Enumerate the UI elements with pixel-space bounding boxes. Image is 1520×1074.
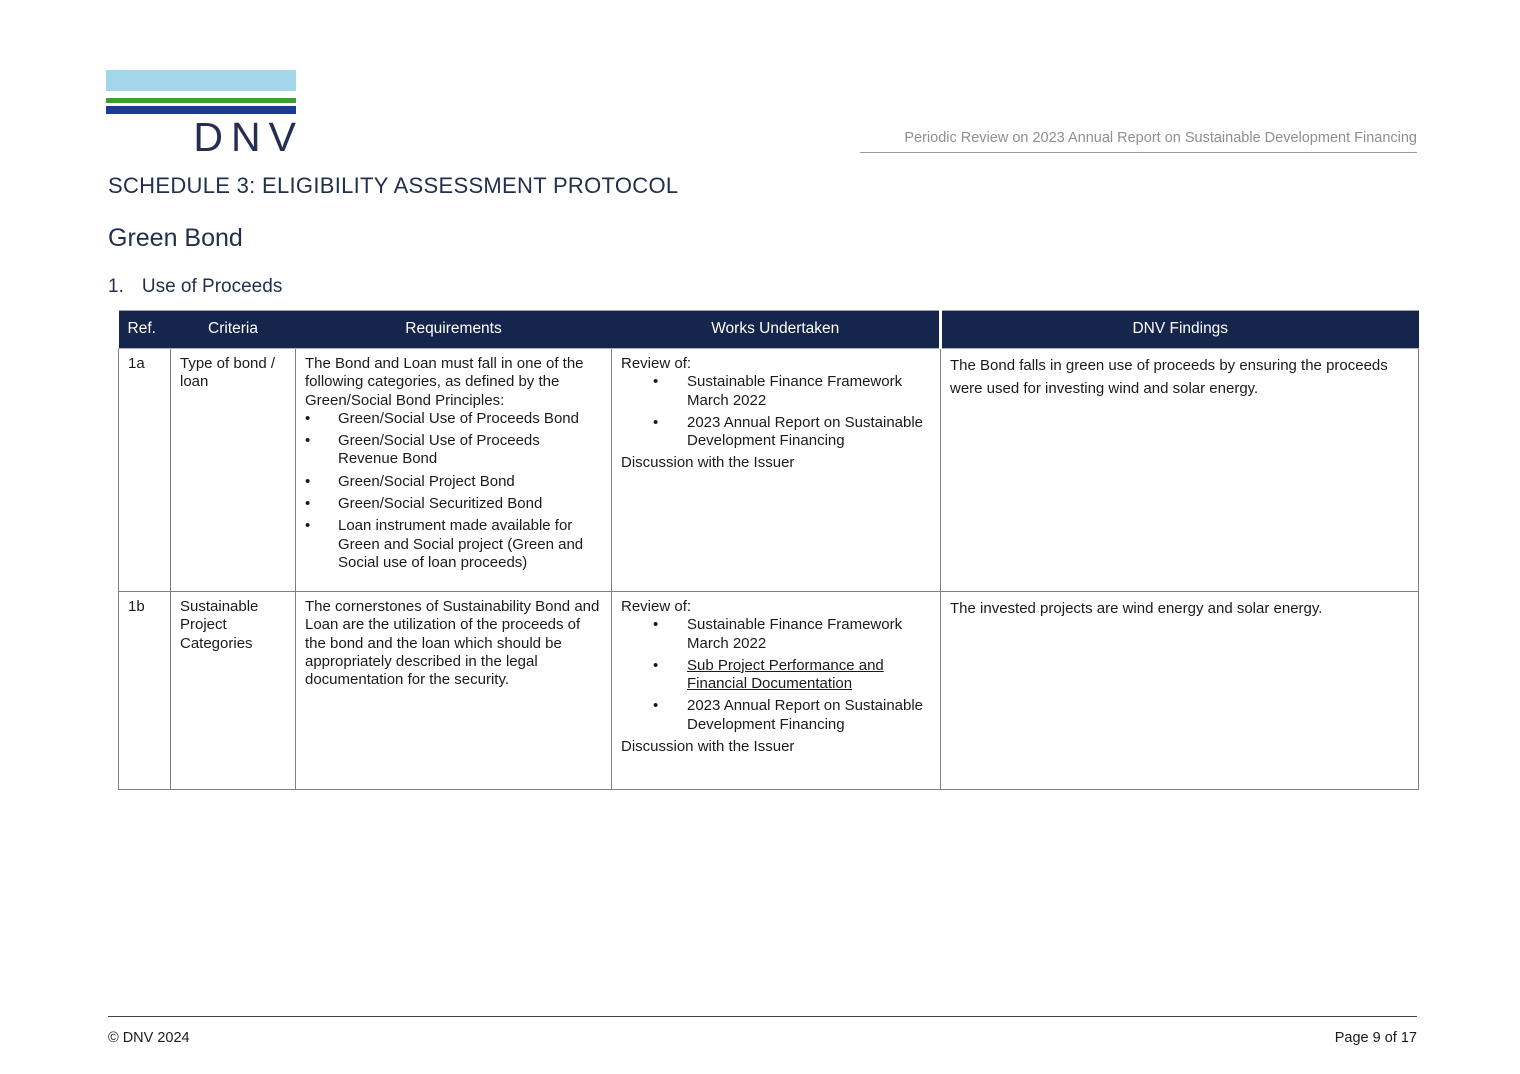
logo-band-blue-icon (106, 106, 296, 114)
list-item: • Green/Social Project Bond (305, 472, 515, 490)
bullet-marker: • (653, 697, 659, 715)
bullet-marker: • (305, 432, 311, 450)
table-row-1b (119, 592, 1419, 790)
column-header-requirements: Requirements (296, 311, 612, 349)
cell-requirements-1a (296, 349, 612, 592)
column-header-ref: Ref. (119, 311, 171, 349)
bullet-marker: • (653, 373, 659, 391)
eligibility-assessment-table (118, 310, 1419, 790)
cell-criteria-1b: Sustainable Project Categories (171, 592, 296, 790)
section-heading (108, 276, 282, 298)
bullet-marker: • (653, 656, 659, 674)
cell-findings-1b (941, 592, 1419, 790)
table-row-1a (119, 349, 1419, 592)
bullet-marker: • (305, 472, 311, 490)
cell-findings-1a (941, 349, 1419, 592)
findings-text: The invested projects are wind energy and solar energy. (950, 600, 1323, 617)
dnv-logo (106, 70, 304, 160)
bullet-marker: • (653, 616, 659, 634)
cell-ref-1a: 1a (119, 349, 171, 592)
table-header-row (119, 311, 1419, 349)
cell-ref-1b: 1b (119, 592, 171, 790)
list-item: • Loan instrument made available for Green and Social project (Green and Social use of loan proceeds) (305, 517, 584, 571)
works-bullet-list (653, 373, 930, 450)
cell-requirements-1b (296, 592, 612, 790)
findings-text: The Bond falls in green use of proceeds by ensuring the proceeds were used for investing wind and solar energy. (950, 357, 1388, 397)
requirements-intro: The cornerstones of Sustainability Bond and Loan are the utilization of the proceeds of the bond and the loan which should be appropriately described in the legal documentation for the security. (305, 598, 600, 689)
list-item: • 2023 Annual Report on Sustainable Development Financing (653, 413, 924, 450)
list-item: • Sub Project Performance and Financial Documentation (653, 656, 884, 693)
works-outro: Discussion with the Issuer (621, 738, 795, 756)
section-name: Use of Proceeds (141, 276, 283, 297)
bullet-marker: • (305, 409, 311, 427)
requirements-intro: The Bond and Loan must fall in one of the following categories, as defined by the Green/Social Bond Principles: (305, 355, 584, 409)
column-header-criteria: Criteria (171, 311, 296, 349)
schedule-title: SCHEDULE 3: ELIGIBILITY ASSESSMENT PROTOCOL (108, 173, 679, 198)
works-intro: Review of: (621, 355, 692, 372)
column-header-works: Works Undertaken (612, 311, 941, 349)
bullet-marker: • (653, 413, 659, 431)
bullet-marker: • (305, 495, 311, 513)
requirements-bullet-list (305, 410, 601, 572)
list-item: • Sustainable Finance Framework March 2022 (653, 373, 903, 409)
list-item: • 2023 Annual Report on Sustainable Development Financing (653, 697, 924, 733)
column-header-findings: DNV Findings (941, 311, 1419, 349)
list-item: • Green/Social Use of Proceeds Revenue Bond (305, 432, 540, 468)
logo-band-skyblue-icon (106, 70, 296, 91)
page-number: Page 9 of 17 (1334, 1030, 1417, 1046)
list-item: • Sustainable Finance Framework March 2022 (653, 616, 903, 652)
works-bullet-list (653, 616, 930, 734)
logo-wordmark: DNV (193, 114, 304, 160)
logo-band-green-icon (106, 98, 296, 103)
running-header-text: Periodic Review on 2023 Annual Report on Sustainable Development Financing (904, 130, 1417, 146)
bullet-marker: • (305, 517, 311, 535)
header-rule (860, 152, 1417, 153)
cell-works-1a (612, 349, 941, 592)
copyright-text: © DNV 2024 (108, 1030, 190, 1046)
section-number: 1. (108, 276, 124, 297)
cell-criteria-1a: Type of bond / loan (171, 349, 296, 592)
cell-works-1b (612, 592, 941, 790)
works-outro: Discussion with the Issuer (621, 454, 795, 472)
footer-rule (108, 1016, 1417, 1017)
green-bond-title: Green Bond (108, 224, 243, 252)
list-item: • Green/Social Securitized Bond (305, 495, 543, 513)
list-item: • Green/Social Use of Proceeds Bond (305, 409, 579, 427)
works-intro: Review of: (621, 598, 692, 615)
